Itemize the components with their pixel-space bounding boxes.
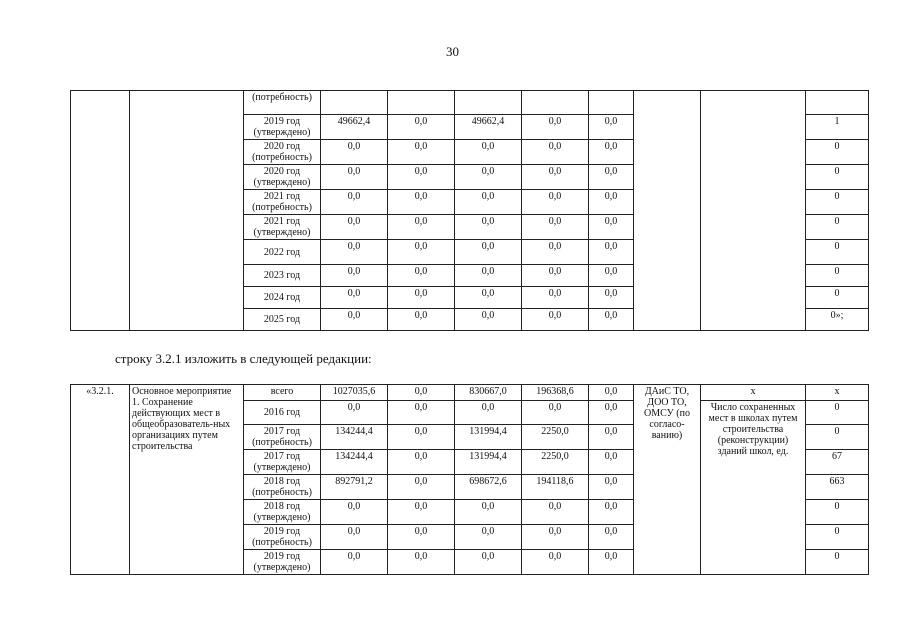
value-cell: 0,0 [388,425,455,450]
value-cell: 0,0 [321,240,388,265]
year-cell: 2018 год (потребность) [244,475,321,500]
indicator-value-cell: 0 [806,140,869,165]
number-cell [71,91,130,331]
value-cell: 134244,4 [321,450,388,475]
indicator-value-cell: 0 [806,525,869,550]
value-cell: 0,0 [388,287,455,309]
value-cell: 0,0 [589,550,634,575]
value-cell: 0,0 [455,190,522,215]
value-cell: 0,0 [589,475,634,500]
year-cell: 2019 год (утверждено) [244,115,321,140]
indicator-value-cell: 0 [806,401,869,425]
year-cell: 2020 год (потребность) [244,140,321,165]
value-cell: 131994,4 [455,425,522,450]
measure-name: Основное мероприятие 1. Сохранение действующих мест в общеобразователь-ных организациях путем строительства [130,385,244,575]
page-number: 30 [446,44,459,59]
executor-cell [634,91,701,331]
value-cell: 698672,6 [455,475,522,500]
value-cell [321,91,388,115]
value-cell: 0,0 [455,140,522,165]
value-cell [388,91,455,115]
value-cell: 0,0 [589,115,634,140]
table-row [71,91,869,115]
value-cell: 0,0 [589,165,634,190]
indicator-value-cell: 663 [806,475,869,500]
value-cell: 0,0 [589,265,634,287]
year-cell: 2019 год (утверждено) [244,550,321,575]
value-cell: 194118,6 [522,475,589,500]
value-cell: 0,0 [589,309,634,331]
value-cell: 0,0 [455,500,522,525]
value-cell: 0,0 [455,550,522,575]
value-cell: 0,0 [321,309,388,331]
value-cell: 0,0 [589,450,634,475]
value-cell: 0,0 [522,525,589,550]
indicator-value-cell: 1 [806,115,869,140]
indicator-description: Число сохраненных мест в школах путем строительства (реконструкции) зданий школ, ед. [701,401,806,575]
value-cell: 0,0 [388,450,455,475]
value-cell: 0,0 [321,401,388,425]
value-cell: 49662,4 [455,115,522,140]
indicator-value-cell: 0 [806,425,869,450]
value-cell [455,91,522,115]
value-cell: 2250,0 [522,425,589,450]
value-cell: 0,0 [522,190,589,215]
indicator-value-cell: 0 [806,165,869,190]
value-cell: 0,0 [589,385,634,401]
value-cell: 0,0 [388,475,455,500]
year-cell: 2025 год [244,309,321,331]
year-cell: всего [244,385,321,401]
value-cell: 892791,2 [321,475,388,500]
value-cell: 0,0 [589,525,634,550]
year-cell: 2021 год (потребность) [244,190,321,215]
value-cell: 0,0 [321,287,388,309]
value-cell: 0,0 [388,140,455,165]
value-cell: 0,0 [388,115,455,140]
indicator-value-cell: 0 [806,215,869,240]
value-cell: 0,0 [455,215,522,240]
row-number: «3.2.1. [71,385,130,575]
value-cell: 0,0 [589,500,634,525]
year-cell: 2018 год (утверждено) [244,500,321,525]
value-cell: 0,0 [388,500,455,525]
value-cell: 0,0 [589,401,634,425]
value-cell: 0,0 [455,287,522,309]
value-cell: 0,0 [388,550,455,575]
amendment-instruction: строку 3.2.1 изложить в следующей редакции: [115,351,372,366]
year-cell: 2020 год (утверждено) [244,165,321,190]
value-cell: 0,0 [388,525,455,550]
value-cell: 0,0 [522,215,589,240]
value-cell: 0,0 [589,215,634,240]
year-cell: 2023 год [244,265,321,287]
value-cell: 196368,6 [522,385,589,401]
value-cell: 0,0 [321,140,388,165]
value-cell: 0,0 [522,500,589,525]
indicator-value-cell: 0 [806,287,869,309]
value-cell: 0,0 [321,265,388,287]
value-cell: 0,0 [321,550,388,575]
value-cell: 0,0 [455,240,522,265]
value-cell: 0,0 [388,215,455,240]
value-cell [589,91,634,115]
value-cell: 0,0 [388,385,455,401]
value-cell: 0,0 [589,287,634,309]
value-cell: 0,0 [522,287,589,309]
indicator-cell [701,91,806,331]
table-row [71,385,869,401]
year-cell: 2017 год (утверждено) [244,450,321,475]
value-cell: 0,0 [388,265,455,287]
value-cell: 0,0 [321,525,388,550]
year-cell: (потребность) [244,91,321,115]
year-cell: 2016 год [244,401,321,425]
year-cell: 2021 год (утверждено) [244,215,321,240]
value-cell: 131994,4 [455,450,522,475]
value-cell: 0,0 [522,115,589,140]
indicator-value-cell: 0 [806,550,869,575]
value-cell: 0,0 [522,401,589,425]
value-cell: 0,0 [589,140,634,165]
year-cell: 2017 год (потребность) [244,425,321,450]
value-cell: 0,0 [589,240,634,265]
value-cell: 0,0 [388,190,455,215]
bottom-table [70,384,869,575]
value-cell: 0,0 [321,190,388,215]
value-cell: 0,0 [455,309,522,331]
value-cell: 0,0 [455,165,522,190]
value-cell: 0,0 [321,500,388,525]
value-cell: 134244,4 [321,425,388,450]
indicator-value-cell: 0 [806,265,869,287]
value-cell: 0,0 [522,309,589,331]
value-cell: 830667,0 [455,385,522,401]
executor-cell: ДАиС ТО, ДОО ТО, ОМСУ (по согласо-ванию) [634,385,701,575]
indicator-value-cell: 0»; [806,309,869,331]
indicator-value-cell [806,91,869,115]
value-cell: 1027035,6 [321,385,388,401]
top-table [70,90,869,331]
value-cell: 0,0 [455,401,522,425]
value-cell: 0,0 [388,165,455,190]
value-cell: 0,0 [522,165,589,190]
year-cell: 2022 год [244,240,321,265]
indicator-value-cell: 0 [806,240,869,265]
value-cell: 2250,0 [522,450,589,475]
value-cell: 0,0 [388,309,455,331]
measure-cell [130,91,244,331]
indicator-value-cell: 0 [806,500,869,525]
year-cell: 2024 год [244,287,321,309]
indicator-header-cell: х [701,385,806,401]
value-cell: 0,0 [388,240,455,265]
value-cell: 0,0 [522,550,589,575]
value-cell: 0,0 [589,425,634,450]
value-cell: 0,0 [455,525,522,550]
value-cell: 0,0 [321,165,388,190]
value-cell: 0,0 [522,265,589,287]
value-cell: 49662,4 [321,115,388,140]
indicator-value-cell: 0 [806,190,869,215]
value-cell: 0,0 [321,215,388,240]
indicator-value-cell: 67 [806,450,869,475]
value-cell [522,91,589,115]
value-cell: 0,0 [522,240,589,265]
value-cell: 0,0 [589,190,634,215]
year-cell: 2019 год (потребность) [244,525,321,550]
value-cell: 0,0 [522,140,589,165]
value-cell: 0,0 [388,401,455,425]
value-cell: 0,0 [455,265,522,287]
indicator-value-cell: х [806,385,869,401]
